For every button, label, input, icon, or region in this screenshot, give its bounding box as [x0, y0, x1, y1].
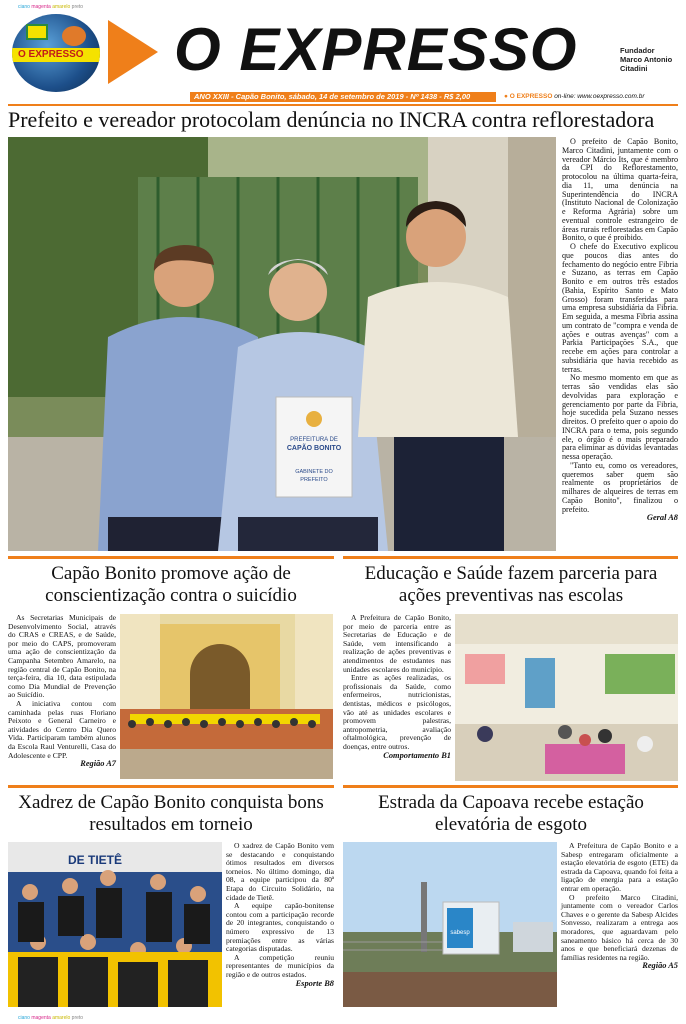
folder-line-1: PREFEITURA DE: [290, 437, 338, 443]
folder-line-3: GABINETE DO: [295, 469, 333, 475]
newspaper-title: O EXPRESSO: [174, 16, 578, 83]
logo-text: O EXPRESSO: [18, 49, 84, 60]
dateline: ANO XXIII - Capão Bonito, sábado, 14 de setembro de 2019 - Nº 1438 - R$ 2,00: [190, 92, 496, 102]
suicide-story-credit[interactable]: Região A7: [80, 759, 116, 769]
main-story-credit[interactable]: Geral A8: [646, 513, 678, 523]
arrow-icon: [108, 20, 158, 84]
section-rule: [343, 785, 678, 788]
folder-line-4: PREFEITO: [300, 477, 328, 483]
color-bar-bottom: ciano magenta amarelo preto: [18, 1015, 84, 1021]
section-rule: [8, 556, 334, 559]
section-rule: [8, 785, 334, 788]
chess-story-body: O xadrez de Capão Bonito vem se destacando e conquistando ótimos resultados em diversos torneios. No último domingo, dia 08, a equipe participou da 80ª Etapa do Circuito Solidário, na cidade de Tietê. A equipe capão-bonitense contou com a participação recorde de 20 integrantes, conquistando o número expressivo de 13 premiações entre as várias categorias disputadas. A competição reuniu representantes de municípios da região e de outros estados. Esporte B8: [226, 841, 334, 988]
chess-headline[interactable]: Xadrez de Capão Bonito conquista bons resultados em torneio: [18, 792, 324, 835]
masthead: [8, 10, 678, 90]
main-photo: [8, 137, 556, 551]
masthead-rule: [8, 104, 678, 106]
health-story-body: A Prefeitura de Capão Bonito, por meio de parceria entre as Secretarias de Educação e de Saúde, vem intensificando a realização de ações preventivas e atendimentos de estudantes nas unidades escolares do município. Entre as ações realizadas, os profissionais da Saúde, como enfermeiros, nutricionistas, dentistas, médicos e psicólogos, vão até as unidades escolares e promovem palestras, antropometria, avaliação oftalmológica, prevenção de doenças, entre outros. Comportamento B1: [343, 613, 451, 760]
section-rule: [343, 556, 678, 559]
banner-text: DE TIETÊ: [68, 853, 123, 867]
chess-story-credit[interactable]: Esporte B8: [295, 978, 334, 988]
health-story-credit[interactable]: Comportamento B1: [383, 750, 451, 760]
main-story-body: O prefeito de Capão Bonito, Marco Citadini, juntamente com o vereador Márcio Its, que é membro da CPI do Reflorestamento, protocolou na última quarta-feira, dia 11, uma denúncia na Superintendência do INCRA (Instituto Nacional de Colonização e Reforma Agrária) sobre um eventual controle estrangeiro de áreas rurais reflorestadas em Capão Bonito, o que é proibido. O chefe do Executivo explicou que poucos dias antes do fechamento do negócio entre Fibria e Suzano, as terras em Capão Bonito e em outros três estados (Bahia, Espírito Santo e Mato Grosso) foram transferidas para uma empresa subsidiária da Fibria. Em seguida, a mesma Fibria assina um contrato de "compra e venda de ações e outras avenças" com a Parkia Participações S.A., que recebe em ações para controlar a subsidiária que havia recebido as terras. No mesmo momento em que as terras são vendidas elas são devolvidas para exploração e gerenciamento por parte da Fibria, hoje sucedida pela Suzano nesses direitos. O prefeito quer o apoio do INCRA para o tema, pois segundo ele, o órgão é o mais preparado para eliminar as dúvidas levantadas nessa operação. "Tanto eu, como os vereadores, queremos saber quem são realmente os proprietários de milhares de alqueires de terras em Capão Bonito", finalizou o prefeito. Geral A8: [562, 137, 678, 523]
newspaper-logo: [12, 14, 100, 92]
main-headline[interactable]: Prefeito e vereador protocolam denúncia no INCRA contra reflorestadora: [8, 107, 655, 132]
sewage-story-body: A Prefeitura de Capão Bonito e a Sabesp entregaram oficialmente a estação elevatória de esgoto (ETE) da estrada da Capoava, quando foi feita a ligação de energia para a estação entrar em operação. O prefeito Marco Citadini, juntamente com o vereador Carlos Chaves e o gerente da Sabesp Alcides Sonvesso, realizaram a entrega aos moradores, que aguardavam pelo saneamento básico há cerca de 30 anos e que beneficiará dezenas de famílias residentes na região. Região A5: [561, 841, 678, 971]
sewage-headline[interactable]: Estrada da Capoava recebe estação elevatória de esgoto: [378, 792, 644, 835]
sewage-story-credit[interactable]: Região A5: [642, 961, 678, 971]
health-headline[interactable]: Educação e Saúde fazem parceria para ações preventivas nas escolas: [364, 563, 658, 606]
sign-text: sabesp: [450, 930, 470, 936]
health-photo: [455, 614, 678, 781]
chess-photo: [8, 842, 222, 1007]
founder-credit: Fundador Marco Antonio Citadini: [620, 46, 673, 73]
suicide-headline[interactable]: Capão Bonito promove ação de conscientização contra o suicídio: [45, 563, 297, 606]
sewage-photo: [343, 842, 557, 1007]
folder-line-2: CAPÃO BONITO: [286, 445, 342, 452]
color-bar-top: ciano magenta amarelo preto: [18, 4, 84, 10]
suicide-photo: [120, 614, 333, 779]
suicide-story-body: As Secretarias Municipais de Desenvolvimento Social, através do CRAS e CREAS, e de Saúde, por meio do CAPS, promoveram uma ação de conscientização da Campanha Setembro Amarelo, na região central de Capão Bonito, na terça-feira, dia 10, data estipulada como Dia Mundial de Prevenção ao Suicídio. A iniciativa contou com caminhada pelas ruas Floriano Peixoto e General Carneiro e atividades do Centro Dia Quero Vida. Participaram também alunos da Escola Raul Venturelli, Casa do Adolescente e CPP. Região A7: [8, 613, 116, 769]
website-line[interactable]: ● O EXPRESSO on-line: www.oexpresso.com.br: [504, 93, 645, 100]
